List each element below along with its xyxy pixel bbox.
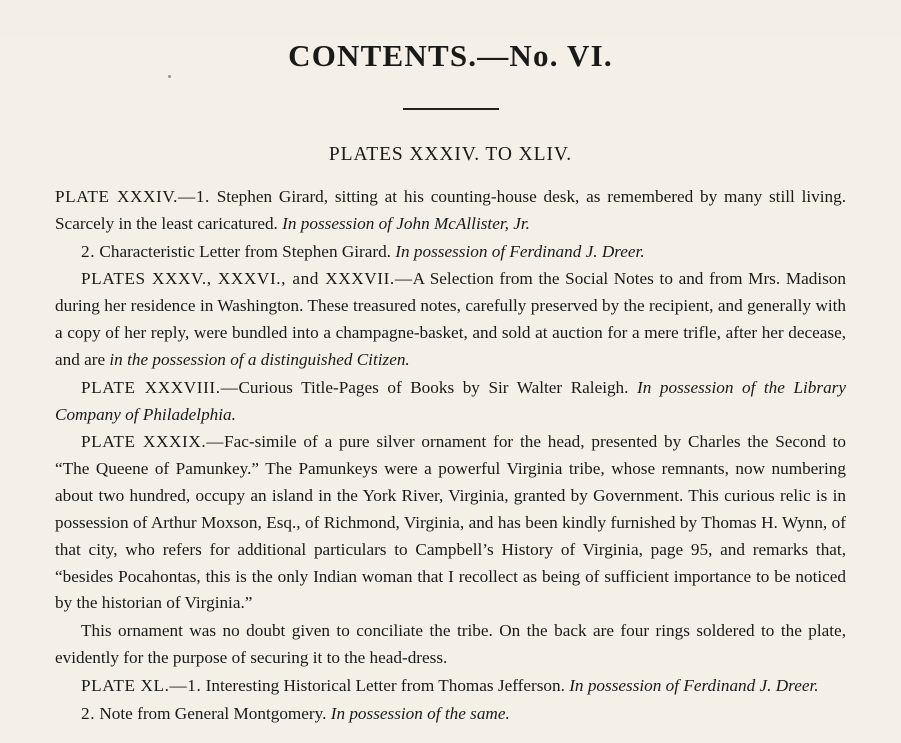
entry-text: Interesting Historical Letter from Thomas Jefferson. (201, 675, 570, 695)
entry-lead: PLATES XXXV., XXXVI., and XXXVII.— (81, 269, 413, 289)
document-page (0, 38, 901, 743)
entry-lead: PLATE XL.—1. (81, 675, 202, 695)
entry-provenance: In possession of the same. (330, 703, 510, 723)
entry-lead: 2. (81, 241, 96, 261)
entry-text: Fac-simile of a pure silver ornament for the head, presented by Charles the Second to “The Queene of Pamunkey.” The Pamunkeys were a powerful Virginia tribe, whose remnants, now numbering about two hundred, occupy an island in the York River, Virginia, granted by Government. This curious relic is in possession of Arthur Moxson, Esq., of Richmond, Virginia, and has been kindly furnished by Thomas H. Wynn, of that city, who refers for additional particulars to Campbell’s History of Virginia, page 95, and remarks that, “besides Pocahontas, this is the only Indian woman that I recollect as being of sufficient importance to be noticed by the historian of Virginia.” (55, 432, 846, 613)
entry-text: Stephen Girard, sitting at his counting-house desk, as remembered by many still living. Scarcely in the least caricatured. (55, 187, 846, 233)
entry-lead: 2. (81, 703, 96, 723)
entry-provenance: In possession of Ferdinand J. Dreer. (569, 675, 819, 695)
entry-text: Curious Title-Pages of Books by Sir Walter Raleigh. (238, 377, 638, 397)
paper-speck (168, 75, 171, 78)
contents-entry (55, 429, 846, 617)
entry-text: A Selection from the Social Notes to and from Mrs. Madison during her residence in Washington. These treasured notes, carefully preserved by the recipient, and generally with a copy of her reply, were bundled into a champagne-basket, and sold at auction for a mere trifle, after her decease, and are (55, 269, 846, 369)
section-subtitle: PLATES XXXIV. TO XLIV. (328, 144, 573, 165)
contents-list (55, 184, 846, 728)
entry-provenance: In possession of Ferdinand J. Dreer. (395, 241, 645, 261)
contents-entry (55, 239, 846, 266)
entry-provenance: In possession of the Library Company of Philadelphia. (55, 377, 846, 424)
entry-text: Note from General Montgomery. (95, 703, 331, 723)
contents-entry (55, 673, 846, 700)
entry-lead: PLATE XXXVIII.— (81, 377, 239, 397)
entry-provenance: In possession of John McAllister, Jr. (282, 213, 530, 233)
entry-lead: PLATE XXXIV.—1. (55, 187, 210, 206)
contents-entry (55, 618, 846, 672)
contents-entry (55, 375, 846, 429)
entry-text: This ornament was no doubt given to conciliate the tribe. On the back are four rings soldered to the plate, evidently for the purpose of securing it to the head-dress. (55, 621, 846, 668)
entry-lead: PLATE XXXIX.— (81, 432, 225, 452)
contents-entry (55, 266, 846, 373)
contents-entry (55, 184, 846, 238)
horizontal-rule (403, 108, 499, 110)
entry-text: Characteristic Letter from Stephen Girard. (95, 241, 396, 261)
page-title: CONTENTS.—No. VI. (288, 38, 613, 73)
entry-provenance: in the possession of a distinguished Citizen. (109, 349, 410, 369)
